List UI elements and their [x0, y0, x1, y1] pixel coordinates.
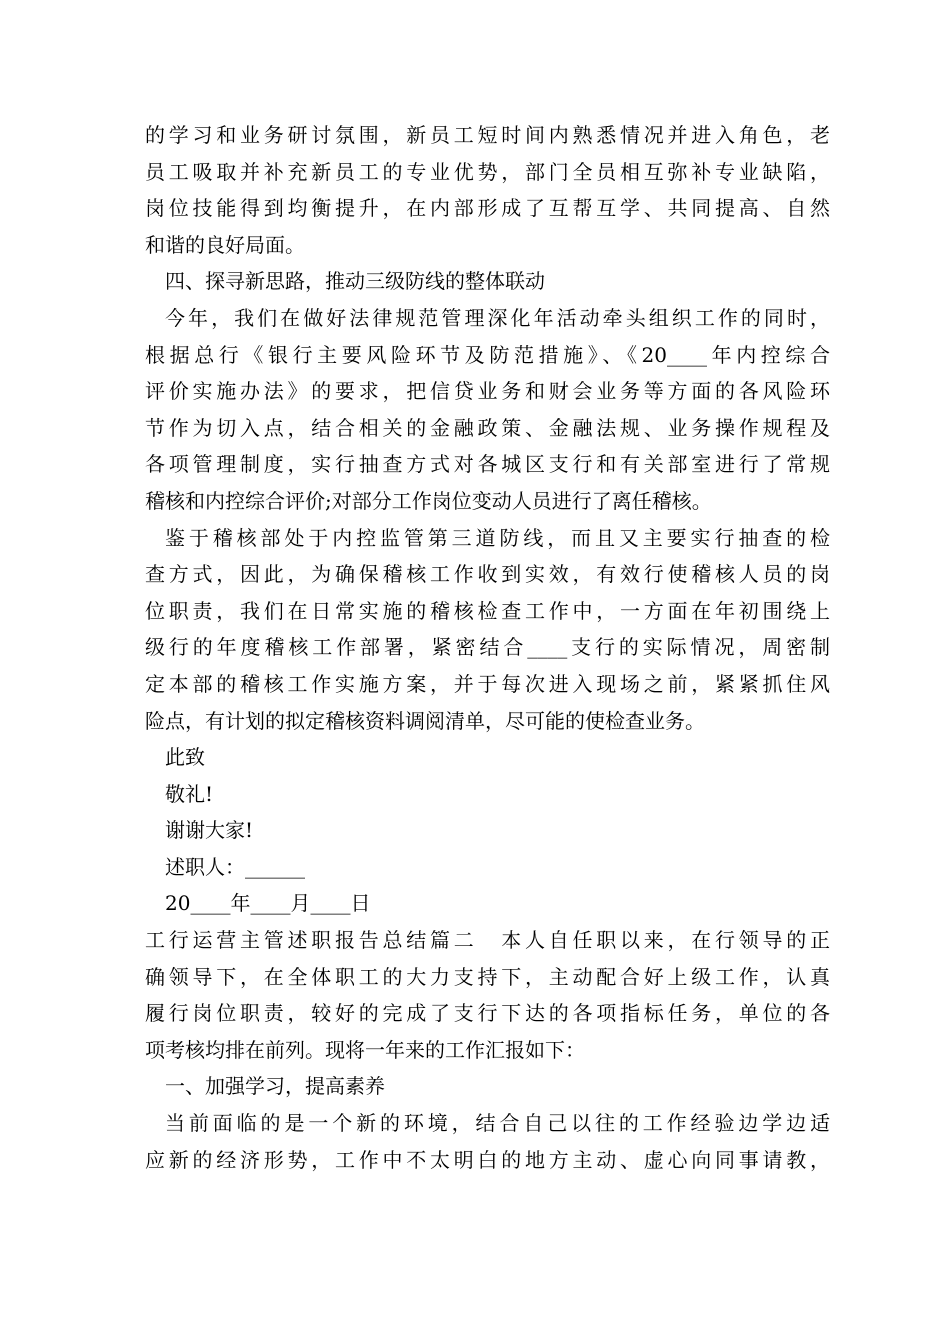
- text-line: 当前面临的是一个新的环境，结合自己以往的工作经验边学边适: [165, 1111, 830, 1136]
- text-line: 项考核均排在前列。现将一年来的工作汇报如下：: [145, 1037, 585, 1062]
- text-line: 员工吸取并补充新员工的专业优势，部门全员相互弥补专业缺陷，: [145, 159, 830, 184]
- text-line: 今年，我们在做好法律规范管理深化年活动牵头组织工作的同时，: [165, 305, 830, 330]
- text-line: 稽核和内控综合评价;对部分工作岗位变动人员进行了离任稽核。: [145, 488, 712, 513]
- text-line: 20____年____月____日: [165, 891, 371, 916]
- text-line: 和谐的良好局面。: [145, 232, 305, 257]
- text-line: 此致: [165, 745, 205, 770]
- text-line: 一、加强学习，提高素养: [165, 1074, 385, 1099]
- text-line: 查方式，因此，为确保稽核工作收到实效，有效行使稽核人员的岗: [145, 562, 830, 587]
- document-page: [145, 117, 830, 1178]
- text-line: 鉴于稽核部处于内控监管第三道防线，而且又主要实行抽查的检: [165, 525, 830, 550]
- text-line: 根据总行《银行主要风险环节及防范措施》、《20____年内控综合: [145, 342, 830, 367]
- text-line: 评价实施办法》的要求，把信贷业务和财会业务等方面的各风险环: [145, 379, 830, 404]
- text-line: 岗位技能得到均衡提升，在内部形成了互帮互学、共同提高、自然: [145, 196, 830, 221]
- text-line: 敬礼!: [165, 781, 214, 806]
- text-line: 各项管理制度，实行抽查方式对各城区支行和有关部室进行了常规: [145, 452, 830, 477]
- text-line: 谢谢大家!: [165, 818, 254, 843]
- text-line: 述职人：______: [165, 854, 305, 879]
- text-line: 履行岗位职责，较好的完成了支行下达的各项指标任务，单位的各: [145, 1001, 830, 1026]
- text-line: 应新的经济形势，工作中不太明白的地方主动、虚心向同事请教，: [145, 1147, 830, 1172]
- text-line: 确领导下，在全体职工的大力支持下，主动配合好上级工作，认真: [145, 964, 830, 989]
- text-line: 险点，有计划的拟定稽核资料调阅清单，尽可能的使检查业务。: [145, 708, 705, 733]
- text-line: 节作为切入点，结合相关的金融政策、金融法规、业务操作规程及: [145, 415, 830, 440]
- text-line: 工行运营主管述职报告总结篇二 本人自任职以来，在行领导的正: [145, 928, 830, 953]
- text-line: 级行的年度稽核工作部署，紧密结合____支行的实际情况，周密制: [145, 635, 830, 660]
- text-line: 的学习和业务研讨氛围，新员工短时间内熟悉情况并进入角色，老: [145, 123, 830, 147]
- text-line: 四、探寻新思路，推动三级防线的整体联动: [165, 269, 545, 294]
- text-line: 定本部的稽核工作实施方案，并于每次进入现场之前，紧紧抓住风: [145, 671, 830, 696]
- text-line: 位职责，我们在日常实施的稽核检查工作中，一方面在年初围绕上: [145, 598, 830, 623]
